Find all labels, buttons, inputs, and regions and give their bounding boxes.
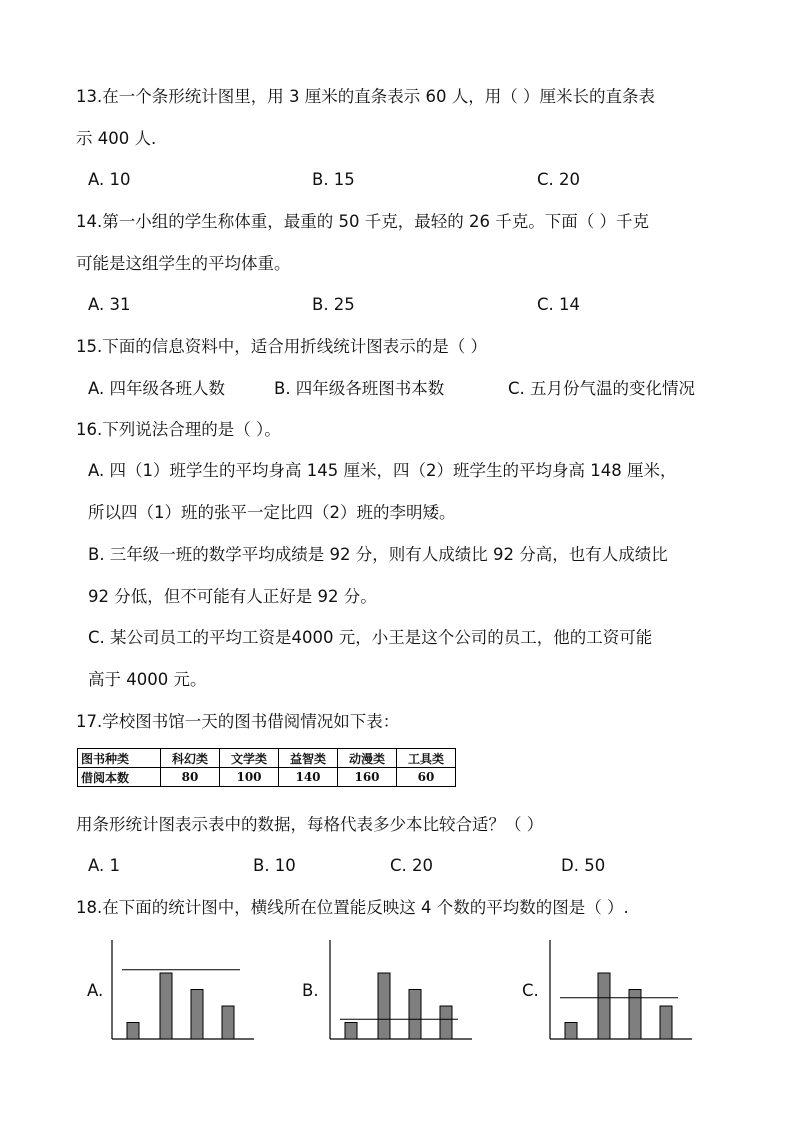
- q13-stem-line1: 13.在一个条形统计图里，用 3 厘米的直条表示 60 人，用（ ）厘米长的直条表: [76, 87, 655, 106]
- q16-option-b-line2: 92 分低，但不可能有人正好是 92 分。: [88, 587, 377, 606]
- table-cell-category: 工具类: [397, 749, 456, 768]
- table-cell-value: 100: [220, 768, 279, 787]
- q16-option-c-line2: 高于 4000 元。: [88, 670, 207, 689]
- table-cell-value: 140: [279, 768, 338, 787]
- q13-option-c[interactable]: C. 20: [537, 170, 581, 189]
- q13-option-b[interactable]: B. 15: [312, 170, 355, 189]
- figure-b-bar: [440, 1006, 452, 1039]
- table-header-count: 借阅本数: [78, 768, 161, 787]
- q17-question: 用条形统计图表示表中的数据，每格代表多少本比较合适？（ ）: [76, 815, 544, 834]
- q15-option-a[interactable]: A. 四年级各班人数: [88, 379, 225, 398]
- table-cell-value: 160: [338, 768, 397, 787]
- table-cell-category: 益智类: [279, 749, 338, 768]
- figure-b-bar: [378, 973, 390, 1039]
- q14-stem-line2: 可能是这组学生的平均体重。: [76, 254, 291, 273]
- figure-a-bar: [160, 973, 172, 1039]
- book-borrowing-table: [77, 748, 456, 787]
- q14-option-b[interactable]: B. 25: [312, 295, 355, 314]
- q15-stem: 15.下面的信息资料中，适合用折线统计图表示的是（ ）: [76, 337, 487, 356]
- table-cell-category: 动漫类: [338, 749, 397, 768]
- q16-option-b-line1[interactable]: B. 三年级一班的数学平均成绩是 92 分，则有人成绩比 92 分高，也有人成绩比: [88, 545, 668, 564]
- table-cell-value: 60: [397, 768, 456, 787]
- table-cell-category: 科幻类: [161, 749, 220, 768]
- q16-stem: 16.下列说法合理的是（ ）。: [76, 420, 281, 439]
- figure-b-chart[interactable]: [326, 938, 476, 1044]
- figure-b-bar: [409, 990, 421, 1040]
- q17-option-a[interactable]: A. 1: [88, 856, 120, 875]
- q17-option-d[interactable]: D. 50: [561, 856, 606, 875]
- q14-option-a[interactable]: A. 31: [88, 295, 131, 314]
- figure-c-bar: [660, 1006, 672, 1039]
- figure-b-bar: [345, 1023, 357, 1040]
- figure-b-label[interactable]: B.: [302, 981, 319, 1000]
- q17-option-b[interactable]: B. 10: [253, 856, 296, 875]
- figure-c-bar: [565, 1023, 577, 1040]
- figure-c-bar: [598, 973, 610, 1039]
- figure-a-chart[interactable]: [108, 938, 258, 1044]
- q13-option-a[interactable]: A. 10: [88, 170, 131, 189]
- q17-option-c[interactable]: C. 20: [390, 856, 434, 875]
- figure-c-label[interactable]: C.: [522, 981, 539, 1000]
- q16-option-c-line1[interactable]: C. 某公司员工的平均工资是4000 元，小王是这个公司的员工，他的工资可能: [88, 628, 653, 647]
- figure-a-bar: [191, 990, 203, 1040]
- figure-c-bar: [629, 990, 641, 1040]
- q14-option-c[interactable]: C. 14: [537, 295, 581, 314]
- table-header-category: 图书种类: [78, 749, 161, 768]
- figure-c-chart[interactable]: [546, 938, 696, 1044]
- table-row-values: [78, 768, 456, 787]
- q17-stem: 17.学校图书馆一天的图书借阅情况如下表：: [76, 712, 400, 731]
- figure-a-bar: [222, 1006, 234, 1039]
- figure-a-label[interactable]: A.: [87, 981, 104, 1000]
- q16-option-a-line1[interactable]: A. 四（1）班学生的平均身高 145 厘米，四（2）班学生的平均身高 148 厘米，: [88, 461, 677, 480]
- q14-stem-line1: 14.第一小组的学生称体重，最重的 50 千克，最轻的 26 千克。下面（ ）千克: [76, 212, 649, 231]
- q15-option-c[interactable]: C. 五月份气温的变化情况: [508, 379, 696, 398]
- table-row-categories: [78, 749, 456, 768]
- q13-stem-line2: 示 400 人.: [76, 129, 157, 148]
- table-cell-value: 80: [161, 768, 220, 787]
- q18-stem: 18.在下面的统计图中，横线所在位置能反映这 4 个数的平均数的图是（ ）.: [76, 898, 629, 917]
- q15-option-b[interactable]: B. 四年级各班图书本数: [274, 379, 445, 398]
- figure-a-bar: [127, 1023, 139, 1040]
- q16-option-a-line2: 所以四（1）班的张平一定比四（2）班的李明矮。: [88, 503, 456, 522]
- table-cell-category: 文学类: [220, 749, 279, 768]
